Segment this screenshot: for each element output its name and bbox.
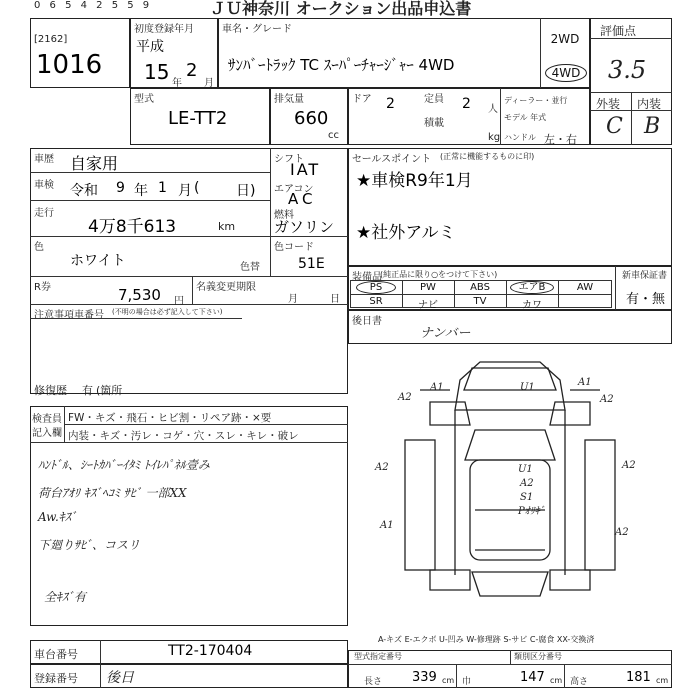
inspection-day-open: ( bbox=[194, 180, 200, 196]
model-label: 型式 bbox=[134, 94, 154, 105]
vehicle-name: ｻﾝﾊﾞｰﾄﾗｯｸ TC ｽｰﾊﾟｰﾁｬｰｼﾞｬｰ 4WD bbox=[228, 56, 455, 74]
repair-location: (箇所 bbox=[96, 384, 123, 397]
width-label: 巾 bbox=[462, 677, 472, 687]
inspector-note-3: Aw.ｷｽﾞ bbox=[38, 510, 77, 524]
height-value: 181 bbox=[626, 670, 651, 685]
model-value: LE-TT2 bbox=[168, 108, 228, 129]
damage-mark-2: A2 bbox=[600, 394, 614, 405]
displacement-label: 排気量 bbox=[274, 94, 304, 105]
grade-interior-label: 内装 bbox=[637, 97, 662, 111]
displacement-value: 660 bbox=[294, 108, 329, 129]
warranty-label: 新車保証書 bbox=[622, 271, 668, 281]
notes-label: 注意事項車番号 bbox=[34, 310, 104, 321]
inspector-note-1: ﾊﾝﾄﾞﾙ、ｼｰﾄｶﾊﾞｰｲﾀﾐ ﾄｲﾚﾊﾟﾈﾙ壹み bbox=[38, 458, 210, 472]
chassis-label: 車台番号 bbox=[34, 648, 78, 661]
sales-points-label: セールスポイント bbox=[352, 154, 432, 165]
usage-label: 車歴 bbox=[34, 154, 54, 165]
plate-value: 後日 bbox=[106, 670, 134, 686]
equip-tv: TV bbox=[473, 296, 487, 307]
mileage-value: 4万8千613 bbox=[88, 217, 177, 237]
color-change-label: 色替 bbox=[240, 262, 260, 273]
damage-mark-10: S1 bbox=[520, 492, 534, 503]
model-year-label: モデル 年式 bbox=[504, 113, 547, 122]
fuel-value: ガソリン bbox=[274, 218, 335, 236]
registration-month-unit: 月 bbox=[204, 78, 214, 89]
shift-label: シフト bbox=[274, 154, 304, 165]
later-docs-box bbox=[348, 310, 672, 344]
notes-sub: (不明の場合は必ず記入して下さい) bbox=[112, 308, 223, 316]
inspector-label-2: 記入欄 bbox=[32, 428, 62, 439]
mileage-unit: km bbox=[218, 220, 236, 233]
inspector-note-5: 全ｷｽﾞ有 bbox=[44, 590, 87, 604]
color-code-value: 51E bbox=[298, 256, 325, 272]
type-designation-label: 型式指定番号 bbox=[354, 652, 402, 661]
registration-year-unit: 年 bbox=[172, 78, 182, 89]
car-damage-diagram bbox=[360, 350, 660, 610]
inspection-day-close: 日) bbox=[236, 183, 256, 199]
equipment-sub: (純正品に限り○をつけて下さい) bbox=[380, 270, 498, 279]
drive-option-2wd: 2WD bbox=[550, 32, 580, 46]
recycle-value: 7,530 bbox=[118, 286, 161, 304]
inspection-month-unit: 月 bbox=[178, 183, 192, 199]
fuel-label: 燃料 bbox=[274, 210, 294, 221]
registration-month: 2 bbox=[186, 60, 198, 81]
color-code-label: 色コード bbox=[274, 242, 314, 253]
inspection-era: 令和 bbox=[70, 183, 98, 199]
damage-mark-1: A2 bbox=[398, 392, 412, 403]
shift-value: IAT bbox=[290, 160, 321, 179]
ref-digits: 0 6 5 4 2 5 5 9 bbox=[34, 0, 153, 11]
usage-value: 自家用 bbox=[70, 154, 119, 173]
height-label: 高さ bbox=[570, 677, 589, 687]
inspector-fw-line: FW・キズ・飛石・ヒビ割・リペア跡・×要 bbox=[68, 412, 272, 424]
equip-navi: ナビ bbox=[418, 300, 438, 311]
inspector-label-1: 検査員 bbox=[32, 414, 62, 425]
aircon-value: AC bbox=[288, 190, 317, 208]
sales-point-2: ★社外アルミ bbox=[356, 223, 456, 243]
equip-leather: カワ bbox=[522, 300, 542, 311]
capacity-label: 定員 bbox=[424, 94, 444, 105]
page-title: ＪＵ神奈川 オークション出品申込書 bbox=[210, 0, 472, 18]
equip-aw: AW bbox=[576, 282, 594, 293]
doors-value: 2 bbox=[386, 96, 395, 112]
vehicle-name-label: 車名・グレード bbox=[222, 24, 292, 35]
mileage-label: 走行 bbox=[34, 208, 54, 219]
damage-mark-5: U1 bbox=[520, 382, 535, 393]
lot-code: [2162] bbox=[34, 34, 68, 45]
drive-option-4wd: 4WD bbox=[545, 64, 587, 82]
name-change-month-unit: 月 bbox=[288, 294, 298, 305]
load-label: 積載 bbox=[424, 118, 444, 129]
repair-value: 有 bbox=[82, 384, 93, 397]
capacity-value: 2 bbox=[462, 96, 471, 112]
equip-sr: SR bbox=[369, 296, 383, 307]
inspection-label: 車検 bbox=[34, 180, 54, 191]
damage-mark-12: A1 bbox=[380, 520, 394, 531]
inspection-year: 9 bbox=[116, 180, 125, 196]
registration-era: 平成 bbox=[136, 39, 164, 55]
name-change-label: 名義変更期限 bbox=[196, 282, 256, 293]
inspection-year-unit: 年 bbox=[134, 183, 148, 199]
recycle-unit: 円 bbox=[174, 296, 184, 307]
load-unit: kg bbox=[488, 132, 501, 143]
length-unit: cm bbox=[442, 676, 455, 685]
lot-number: 1016 bbox=[36, 50, 103, 80]
registration-year: 15 bbox=[144, 60, 170, 84]
grade-exterior-value: C bbox=[606, 114, 623, 139]
repair-label: 修復歴 bbox=[34, 384, 67, 397]
recycle-label: R券 bbox=[34, 282, 51, 293]
diagram-legend: A-キズ E-エクボ U-凹み W-修理跡 S-サビ C-腐食 XX-交換済 bbox=[378, 635, 595, 644]
warranty-value: 有・無 bbox=[626, 292, 666, 307]
damage-mark-13: A2 bbox=[615, 527, 629, 538]
equip-ps: PS bbox=[356, 281, 396, 294]
displacement-unit: cc bbox=[328, 130, 339, 141]
handle-label: ハンドル bbox=[504, 133, 536, 142]
damage-mark-6: A2 bbox=[375, 462, 389, 473]
plate-label: 登録番号 bbox=[34, 672, 78, 685]
inspector-note-4: 下廻りｻﾋﾞ、コスリ bbox=[38, 538, 141, 552]
grade-interior-value: B bbox=[644, 114, 661, 139]
color-value: ホワイト bbox=[70, 253, 126, 269]
equip-abs: ABS bbox=[470, 282, 490, 293]
height-unit: cm bbox=[656, 676, 669, 685]
width-unit: cm bbox=[550, 676, 563, 685]
equipment-label: 装備品 bbox=[352, 272, 382, 283]
grade-value: 3.5 bbox=[608, 56, 647, 84]
sales-points-sub: (正常に機能するものに印) bbox=[440, 152, 535, 161]
grade-label: 評価点 bbox=[600, 24, 637, 38]
class-designation-label: 類別区分番号 bbox=[514, 652, 562, 661]
inspection-month: 1 bbox=[158, 180, 167, 196]
damage-mark-8: A2 bbox=[622, 460, 636, 471]
inspector-note-2: 荷台ｱｵﾘ ｷｽﾞﾍｺﾐ ｻﾋﾞ 一部XX bbox=[38, 486, 187, 500]
equip-airbag: エアB bbox=[510, 281, 554, 294]
capacity-unit: 人 bbox=[488, 104, 498, 115]
damage-mark-7: U1 bbox=[518, 464, 533, 475]
inspector-interior-line: 内装・キズ・汚レ・コゲ・穴・スレ・キレ・破レ bbox=[68, 430, 299, 442]
equip-pw: PW bbox=[420, 282, 436, 293]
later-docs-label: 後日書 bbox=[352, 316, 382, 327]
length-value: 339 bbox=[412, 670, 437, 685]
registration-label: 初度登録年月 bbox=[134, 24, 194, 35]
damage-mark-11: Pｵﾘｷﾞ bbox=[518, 506, 545, 517]
width-value: 147 bbox=[520, 670, 545, 685]
chassis-value: TT2-170404 bbox=[168, 643, 253, 659]
dealer-label: ディーラー・並行 bbox=[504, 96, 568, 105]
grade-exterior-label: 外装 bbox=[596, 97, 621, 111]
later-docs-value: ナンバー bbox=[420, 326, 471, 341]
length-label: 長さ bbox=[364, 677, 383, 687]
color-label: 色 bbox=[34, 242, 44, 253]
doors-label: ドア bbox=[352, 94, 372, 105]
aircon-label: エアコン bbox=[274, 184, 314, 195]
damage-mark-3: A1 bbox=[430, 382, 444, 393]
sales-point-1: ★車検R9年1月 bbox=[356, 171, 473, 191]
handle-value: 左・右 bbox=[544, 133, 577, 146]
damage-mark-4: A1 bbox=[578, 377, 592, 388]
damage-mark-9: A2 bbox=[520, 478, 534, 489]
name-change-day-unit: 日 bbox=[330, 294, 340, 305]
